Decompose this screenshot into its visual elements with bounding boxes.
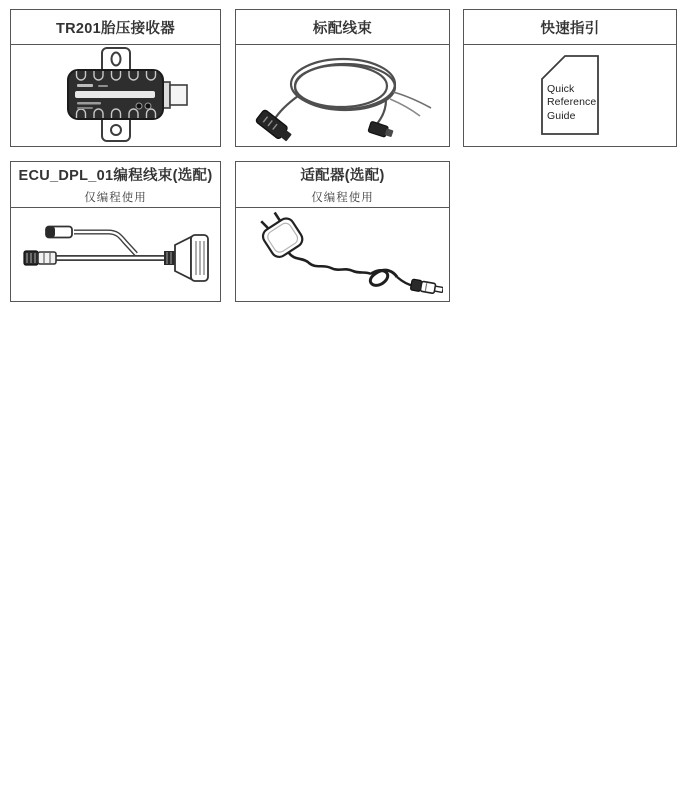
card-body (464, 45, 676, 144)
item-title: TR201胎压接收器 (55, 20, 176, 37)
barrel-plug (410, 279, 443, 295)
card-header (11, 162, 220, 208)
card-header (236, 162, 449, 208)
programming-harness-illustration (16, 209, 216, 298)
card-body (236, 208, 449, 299)
branch-connector (46, 227, 72, 238)
item-title: 快速指引 (540, 20, 600, 37)
power-adapter-illustration (243, 209, 443, 298)
obd-connector (164, 235, 208, 281)
barrel-connector (24, 251, 56, 265)
standard-harness-illustration (243, 46, 443, 143)
device-body (68, 70, 163, 119)
adapter-cable (289, 253, 414, 286)
card-header (464, 10, 676, 45)
guide-doc-line: Reference (547, 96, 597, 108)
item-title: ECU_DPL_01编程线束(选配) (18, 168, 213, 184)
item-subtitle: 仅编程使用 (311, 192, 374, 204)
cable-connector-left (255, 109, 293, 143)
item-subtitle: 仅编程使用 (84, 192, 147, 204)
item-title: 适配器(选配) (300, 168, 385, 184)
adapter-body (254, 209, 305, 260)
cable-coil (274, 59, 431, 125)
cable-connector-right (367, 121, 393, 139)
guide-doc-line: Quick (547, 82, 575, 95)
item-title: 标配线束 (312, 20, 373, 37)
card-body (11, 45, 220, 144)
card-body (236, 45, 449, 144)
card-header (11, 10, 220, 45)
card-standard-harness (235, 9, 450, 147)
device-side-connector (162, 82, 187, 108)
card-body (11, 208, 220, 299)
card-header (236, 10, 449, 45)
card-power-adapter (235, 161, 450, 302)
quick-reference-guide-illustration (541, 55, 599, 135)
card-tr201-receiver (10, 9, 221, 147)
guide-doc-text (547, 83, 596, 124)
branch-cable (74, 232, 136, 254)
tpms-receiver-illustration (36, 46, 196, 143)
card-programming-harness (10, 161, 221, 302)
card-quick-guide (463, 9, 677, 147)
guide-doc-line: Guide (547, 109, 576, 122)
